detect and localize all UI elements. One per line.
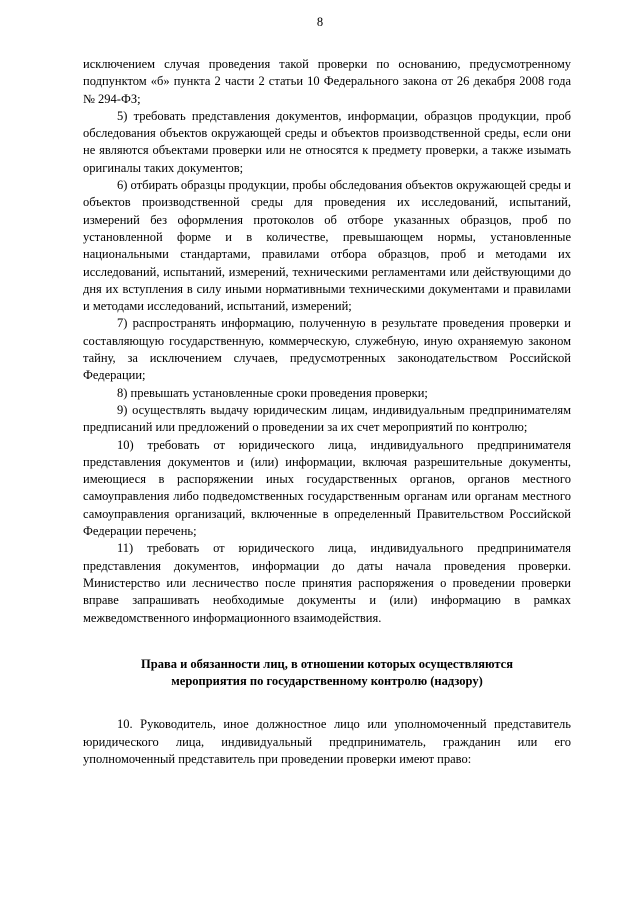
paragraph-item-6: 6) отбирать образцы продукции, пробы обследования объектов окружающей среды и объектов производственной среды для проведения их исследований, испытаний, измерений без оформления протоколов об отборе указанных образцов, проб по установленной форме и в количестве, превышающем нормы, установленные национальными стандартами, правилами отбора образцов, проб и методами их исследований, испытаний, измерений, техническими регламентами или действующими до дня их вступления в силу иными нормативными техническими документами и правилами и методами исследований, испытаний, измерений; <box>83 178 571 314</box>
section-heading <box>83 656 571 691</box>
paragraph-item-10: 10) требовать от юридического лица, индивидуального предпринимателя представления документов и (или) информации, включая разрешительные документы, имеющиеся в распоряжении иных государственных органов, органов местного самоуправления либо подведомственных государственным органам или органам местного самоуправления организаций, включенные в определенный Правительством Российской Федерации перечень; <box>83 437 571 539</box>
section-heading-line-2: мероприятия по государственному контролю (надзору) <box>171 674 483 689</box>
section-heading-line-1: Права и обязанности лиц, в отношении которых осуществляются <box>141 656 513 671</box>
paragraph-item-8: 8) превышать установленные сроки проведения проверки; <box>117 385 428 400</box>
paragraph-continuation: исключением случая проведения такой проверки по основанию, предусмотренному подпунктом «б» пункта 2 части 2 статьи 10 Федерального закона от 26 декабря 2008 года № 294-ФЗ; <box>83 57 571 106</box>
paragraph-item-7: 7) распространять информацию, полученную в результате проведения проверки и составляющую государственную, коммерческую, служебную, иную охраняемую законом тайну, за исключением случаев, предусмотренных законодательством Российской Федерации; <box>83 316 571 383</box>
paragraph-clause-10: 10. Руководитель, иное должностное лицо или уполномоченный представитель юридического лица, индивидуальный предприниматель, гражданин или его уполномоченный представитель при проведении проверки имеют право: <box>83 717 571 766</box>
document-body <box>83 56 571 768</box>
paragraph-item-9: 9) осуществлять выдачу юридическим лицам, индивидуальным предпринимателям предписаний или предложений о проведении за их счет мероприятий по контролю; <box>83 402 571 435</box>
paragraph-item-11: 11) требовать от юридического лица, индивидуального предпринимателя представления документов, информации до даты начала проведения проверки. Министерство или лесничество после принятия распоряжения о проведении проверки вправе запрашивать необходимые документы и (или) информацию в рамках межведомственного информационного взаимодействия. <box>83 541 571 625</box>
page-number: 8 <box>316 15 324 29</box>
paragraph-item-5: 5) требовать представления документов, информации, образцов продукции, проб обследования объектов окружающей среды и объектов производственной среды, если они не являются объектами проверки или не относятся к предмету проверки, а также изымать оригиналы таких документов; <box>83 108 571 175</box>
